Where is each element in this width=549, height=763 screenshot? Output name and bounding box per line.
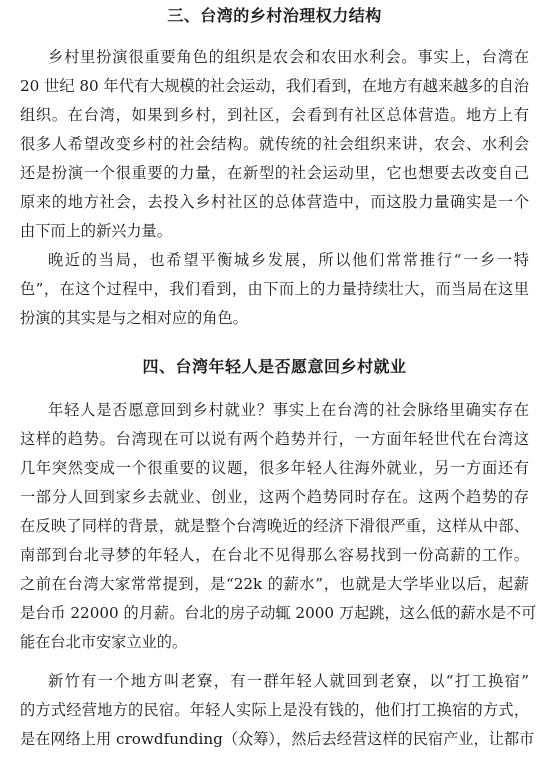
paragraph-line: 组织。在台湾，如果到乡村，到社区，会看到有社区总体营造。地方上有: [20, 106, 529, 124]
paragraph-line: 由下而上的新兴力量。: [20, 222, 172, 240]
paragraph-line: 之前在台湾大家常常提到，是“22k 的薪水”，也就是大学毕业以后，起薪: [20, 575, 529, 593]
paragraph-line: 乡村里扮演很重要角色的组织是农会和农田水利会。事实上，台湾在: [48, 48, 529, 66]
paragraph-line: 色”，在这个过程中，我们看到，由下而上的力量持续壮大，而当局在这里: [20, 280, 529, 298]
paragraph-line: 在反映了同样的背景，就是整个台湾晚近的经济下滑很严重，这样从中部、: [20, 517, 529, 535]
paragraph-line: 是在网络上用 crowdfunding（众筹），然后去经营这样的民宿产业，让都市: [20, 730, 535, 748]
paragraph-line: 晚近的当局，也希望平衡城乡发展，所以他们常常推行“一乡一特: [48, 251, 529, 269]
paragraph-line: 一部分人回到家乡去就业、创业，这两个趋势同时存在。这两个趋势的存: [20, 488, 529, 506]
section-3-heading: 三、台湾的乡村治理权力结构: [167, 6, 382, 25]
paragraph-line: 新竹有一个地方叫老寮，有一群年轻人就回到老寮，以“打工换宿”: [48, 672, 529, 690]
paragraph-line: 扮演的其实是与之相对应的角色。: [20, 309, 248, 327]
paragraph-line: 20 世纪 80 年代有大规模的社会运动，我们看到，在地方有越来越多的自治: [20, 77, 529, 95]
paragraph-line: 的方式经营地方的民宿。年轻人实际上是没有钱的，他们打工换宿的方式，: [20, 701, 529, 719]
paragraph-line: 原来的地方社会，去投入乡村社区的总体营造中，而这股力量确实是一个: [20, 193, 529, 211]
paragraph-line: 南部到台北寻梦的年轻人，在台北不见得那么容易找到一份高薪的工作。: [20, 546, 529, 564]
paragraph-line: 年轻人是否愿意回到乡村就业？事实上在台湾的社会脉络里确实存在: [48, 401, 529, 419]
paragraph-line: 很多人希望改变乡村的社会结构。就传统的社会组织来讲，农会、水利会: [20, 135, 529, 153]
paragraph-line: 能在台北市安家立业的。: [20, 633, 188, 651]
section-4-heading: 四、台湾年轻人是否愿意回乡村就业: [142, 357, 407, 376]
paragraph-line: 是台币 22000 的月薪。台北的房子动辄 2000 万起跳，这么低的薪水是不可: [20, 604, 537, 622]
paragraph-line: 这样的趋势。台湾现在可以说有两个趋势并行，一方面年轻世代在台湾这: [20, 430, 529, 448]
paragraph-line: 还是扮演一个很重要的力量，在新型的社会运动里，它也想要去改变自己: [20, 164, 529, 182]
paragraph-line: 几年突然变成一个很重要的议题，很多年轻人往海外就业，另一方面还有: [20, 459, 529, 477]
